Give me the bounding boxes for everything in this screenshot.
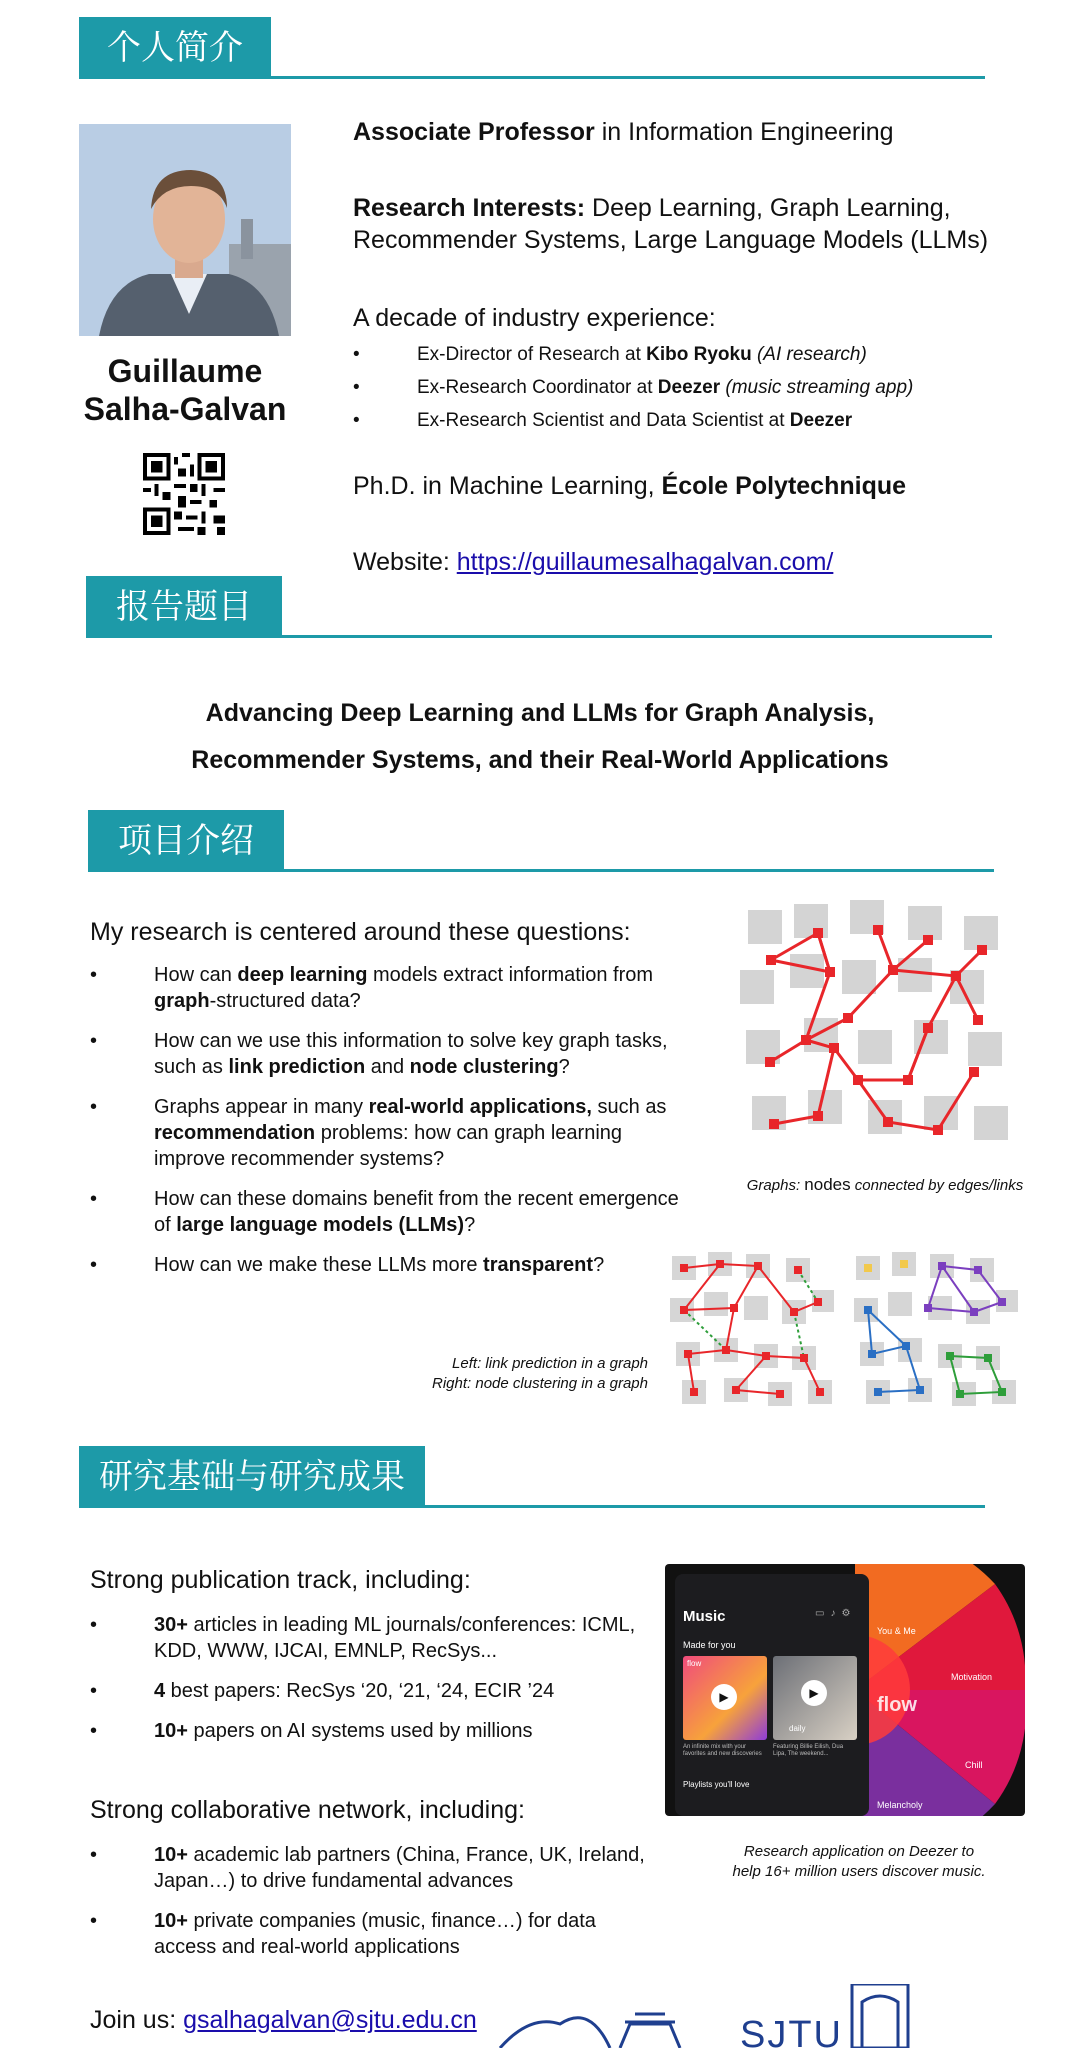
wheel-center-label: flow bbox=[877, 1694, 917, 1716]
caption-emph: nodes bbox=[804, 1175, 851, 1194]
list-item bbox=[353, 338, 1053, 371]
publications-heading: Strong publication track, including: bbox=[90, 1566, 471, 1594]
website bbox=[353, 546, 833, 578]
play-icon[interactable]: ▶ bbox=[801, 1680, 827, 1706]
position-title: Associate Professor bbox=[353, 118, 595, 146]
talk-title-line2: Recommender Systems, and their Real-World Applications bbox=[191, 746, 889, 774]
item-italic: (music streaming app) bbox=[720, 377, 914, 398]
collaboration-list bbox=[90, 1842, 650, 1960]
list-item: • How can deep learning models extract information from graph-structured data? bbox=[90, 962, 680, 1014]
position-field: in Information Engineering bbox=[594, 118, 894, 146]
item-text: Ex-Research Coordinator at bbox=[417, 377, 658, 398]
caption-right: Right: node clustering in a graph bbox=[432, 1375, 648, 1392]
list-item: • Graphs appear in many real-world applications, such as recommendation problems: how can graph learning improve recommender systems? bbox=[90, 1094, 680, 1172]
profile-name bbox=[60, 352, 310, 428]
interests-label: Research Interests: bbox=[353, 194, 586, 222]
item-bold: Deezer bbox=[789, 410, 853, 431]
list-item: • How can we use this information to solve key graph tasks, such as link prediction and node clustering? bbox=[90, 1028, 680, 1080]
industry-heading: A decade of industry experience: bbox=[353, 304, 716, 332]
item-text: Ex-Director of Research at bbox=[417, 344, 647, 365]
name-last: Salha-Galvan bbox=[83, 391, 287, 427]
app-panel bbox=[675, 1574, 869, 1816]
section-divider bbox=[88, 869, 994, 872]
card-label: daily bbox=[789, 1724, 806, 1733]
list-item: • 4 best papers: RecSys ‘20, ‘21, ‘24, ECIR ’24 bbox=[90, 1678, 650, 1704]
card-label: flow bbox=[687, 1659, 702, 1668]
daily-card[interactable] bbox=[773, 1656, 857, 1740]
section-divider bbox=[79, 1505, 985, 1508]
sjtu-text: SJTU bbox=[740, 2014, 843, 2048]
research-questions bbox=[90, 962, 680, 1278]
research-interests bbox=[353, 192, 1043, 256]
research-intro: My research is centered around these questions: bbox=[90, 918, 631, 946]
interests-text: Deep Learning, Graph Learning, Recommender Systems, Large Language Models (LLMs) bbox=[353, 194, 989, 254]
tasks-caption bbox=[340, 1354, 648, 1394]
section-title: 项目介绍 bbox=[88, 810, 284, 872]
app-caption-line1: Research application on Deezer to bbox=[743, 1843, 975, 1860]
app-caption-line2: help 16+ million users discover music. bbox=[732, 1863, 986, 1880]
industry-list bbox=[353, 338, 1053, 437]
playlists-heading: Playlists you'll love bbox=[683, 1780, 750, 1789]
talk-title bbox=[60, 690, 1020, 784]
card2-desc: Featuring Billie Eilish, Dua Lipa, The weekend... bbox=[773, 1744, 844, 1757]
made-for-you: Made for you bbox=[683, 1640, 736, 1650]
list-item: • 30+ articles in leading ML journals/conferences: ICML, KDD, WWW, IJCAI, EMNLP, RecSys... bbox=[90, 1612, 650, 1664]
sjtu-logo bbox=[490, 1984, 930, 2048]
section-header-profile bbox=[79, 17, 985, 79]
caption-left: Left: link prediction in a graph bbox=[452, 1355, 648, 1372]
item-text: Ex-Research Scientist and Data Scientist at bbox=[417, 410, 790, 431]
join-us bbox=[90, 2006, 477, 2035]
name-first: Guillaume bbox=[107, 353, 263, 389]
graph-caption bbox=[700, 1175, 1070, 1195]
list-item: • 10+ private companies (music, finance…) for data access and real-world applications bbox=[90, 1908, 650, 1960]
section-title: 个人简介 bbox=[79, 17, 271, 79]
caption-text: Graphs: bbox=[746, 1177, 805, 1194]
position bbox=[353, 116, 894, 148]
section-title: 报告题目 bbox=[86, 576, 282, 638]
website-link[interactable]: https://guillaumesalhagalvan.com/ bbox=[456, 548, 834, 576]
flow-card[interactable] bbox=[683, 1656, 767, 1740]
section-header-results bbox=[79, 1446, 985, 1508]
phd bbox=[353, 470, 906, 502]
graph-illustration bbox=[738, 900, 1018, 1160]
email-link[interactable]: gsalhagalvan@sjtu.edu.cn bbox=[183, 2006, 477, 2034]
list-item bbox=[353, 404, 1053, 437]
section-header-project bbox=[88, 810, 994, 872]
list-item: • 10+ academic lab partners (China, France, UK, Ireland, Japan…) to drive fundamental advances bbox=[90, 1842, 650, 1894]
play-icon[interactable]: ▶ bbox=[711, 1684, 737, 1710]
publications-list bbox=[90, 1612, 650, 1744]
talk-title-line1: Advancing Deep Learning and LLMs for Graph Analysis, bbox=[205, 699, 875, 727]
app-caption bbox=[664, 1842, 1054, 1882]
node-clustering-graph bbox=[852, 1250, 1022, 1410]
wheel-motivation: Motivation bbox=[951, 1672, 993, 1682]
link-prediction-graph bbox=[668, 1250, 838, 1410]
list-item: • 10+ papers on AI systems used by millions bbox=[90, 1718, 650, 1744]
profile-photo bbox=[79, 124, 291, 336]
join-label: Join us: bbox=[90, 2006, 184, 2034]
caption-text: connected by edges/links bbox=[850, 1177, 1024, 1194]
header-icons: ▭♪⚙ bbox=[815, 1608, 857, 1619]
list-item: • How can these domains benefit from the recent emergence of large language models (LLMs)? bbox=[90, 1186, 680, 1238]
deezer-app-screenshot bbox=[665, 1564, 1025, 1816]
app-title: Music bbox=[683, 1608, 726, 1625]
list-item bbox=[353, 371, 1053, 404]
collaboration-heading: Strong collaborative network, including: bbox=[90, 1796, 525, 1824]
qr-code bbox=[143, 453, 225, 535]
section-divider bbox=[86, 635, 992, 638]
item-bold: Kibo Ryoku bbox=[646, 344, 752, 365]
phd-school: École Polytechnique bbox=[661, 472, 907, 500]
wheel-melancholy: Melancholy bbox=[877, 1800, 923, 1810]
section-header-topic bbox=[86, 576, 992, 638]
item-bold: Deezer bbox=[657, 377, 721, 398]
wheel-you-me: You & Me bbox=[877, 1626, 916, 1636]
wheel-chill: Chill bbox=[965, 1760, 983, 1770]
section-title: 研究基础与研究成果 bbox=[79, 1446, 425, 1508]
website-label: Website: bbox=[353, 548, 457, 576]
phd-text: Ph.D. in Machine Learning, bbox=[353, 472, 662, 500]
item-italic: (AI research) bbox=[751, 344, 867, 365]
list-item: • How can we make these LLMs more transparent? bbox=[90, 1252, 680, 1278]
section-divider bbox=[79, 76, 985, 79]
card1-desc: An infinite mix with your favorites and new discoveries bbox=[683, 1744, 762, 1757]
